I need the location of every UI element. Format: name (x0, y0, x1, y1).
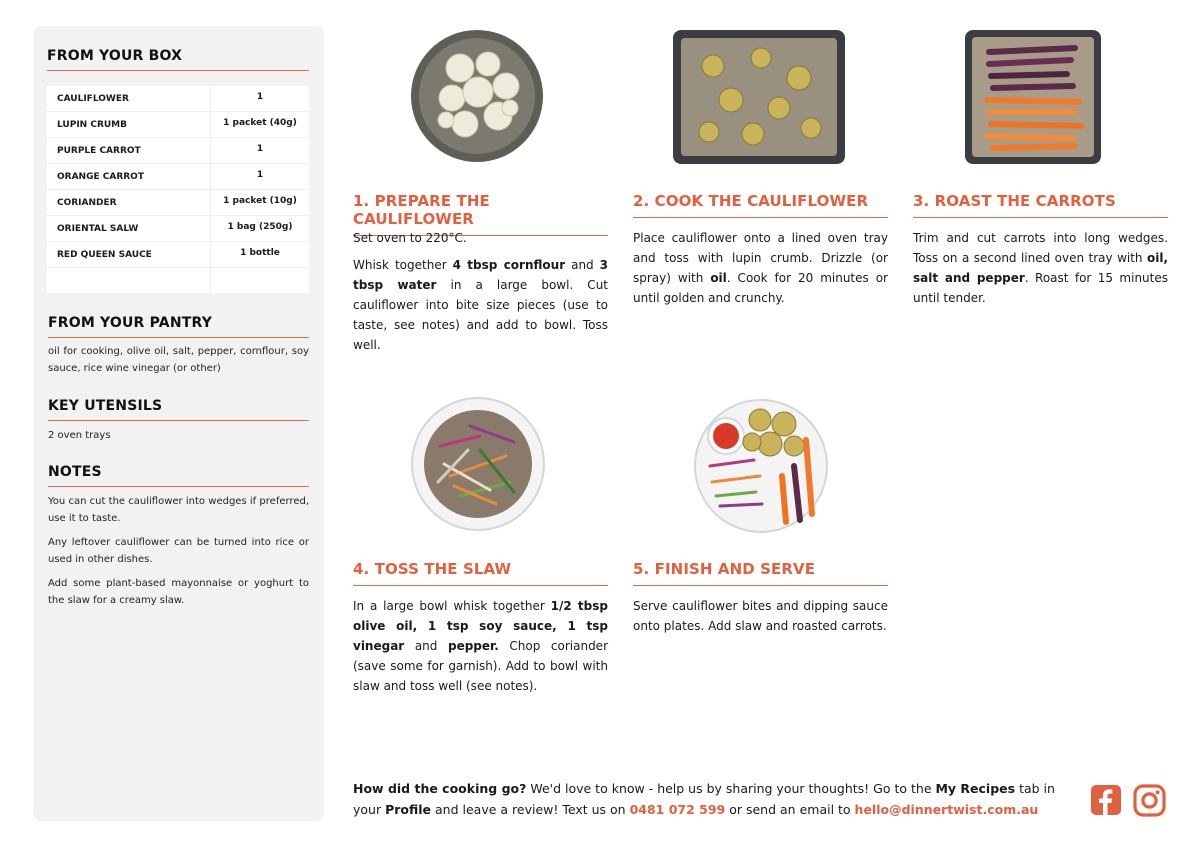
step-text (353, 596, 608, 696)
served-plate-image (690, 396, 832, 534)
oven-tray-carrots-image (963, 28, 1103, 166)
table-row (47, 216, 309, 242)
oven-tray-cauliflower-image (671, 28, 847, 166)
box-ingredients-table (47, 86, 309, 293)
cauliflower-bowl-image (410, 28, 544, 164)
text-run: Chop coriander (save some for garnish). Add to bowl with slaw and toss well (see notes). (353, 639, 608, 693)
text-run: and (565, 258, 600, 272)
pantry-text: oil for cooking, olive oil, salt, pepper, cornflour, soy sauce, rice wine vinegar (or other) (48, 346, 309, 374)
notes-list (48, 493, 309, 616)
ingredient-qty: 1 bag (250g) (227, 221, 293, 232)
pantry-title: FROM YOUR PANTRY (48, 315, 309, 338)
instagram-icon[interactable] (1133, 784, 1166, 817)
table-row (47, 86, 309, 112)
table-row (47, 112, 309, 138)
ingredient-name: ORIENTAL SALW (47, 216, 211, 241)
step-text: Serve cauliflower bites and dipping sauce onto plates. Add slaw and roasted carrots. (633, 599, 888, 633)
text-run: Whisk together (353, 258, 453, 272)
step-text (353, 255, 608, 355)
step-title: 1. PREPARE THE CAULIFLOWER (353, 192, 608, 236)
note-item: Add some plant-based mayonnaise or yoghurt to the slaw for a creamy slaw. (48, 578, 309, 606)
slaw-bowl-image (410, 396, 546, 532)
ingredient-name: LUPIN CRUMB (47, 112, 211, 137)
facebook-icon[interactable] (1090, 784, 1122, 816)
table-row-empty (47, 268, 309, 294)
note-item: Any leftover cauliflower can be turned into rice or used in other dishes. (48, 537, 309, 565)
box-title: FROM YOUR BOX (47, 48, 309, 71)
phone-link[interactable]: 0481 072 599 (629, 802, 726, 817)
step-5 (633, 396, 888, 656)
utensils-title: KEY UTENSILS (48, 398, 309, 421)
notes-title: NOTES (48, 464, 309, 487)
text-run: in a large bowl. Cut cauliflower into bite size pieces (use to taste, see notes) and add to bowl. Toss well. (353, 278, 608, 352)
text-run: . Cook for 20 minutes or until golden and crunchy. (633, 271, 888, 305)
text-run: . Roast for 15 minutes until tender. (913, 271, 1169, 305)
profile-link[interactable]: Profile (385, 802, 432, 817)
text-run: Trim and cut carrots into long wedges. Toss on a second lined oven tray with (913, 231, 1168, 265)
note-item: You can cut the cauliflower into wedges if preferred, use it to taste. (48, 496, 309, 524)
review-footer (353, 778, 1073, 820)
bold-run: oil (710, 271, 727, 285)
step-body (353, 596, 608, 703)
table-row (47, 190, 309, 216)
step-text (633, 228, 888, 308)
step-body (353, 228, 608, 362)
step-4 (353, 396, 608, 706)
table-row (47, 242, 309, 268)
footer-text: and leave a review! Text us on (431, 802, 630, 817)
ingredient-qty: 1 packet (10g) (223, 195, 297, 206)
step-2 (633, 28, 888, 328)
table-row (47, 138, 309, 164)
step-3 (913, 28, 1168, 328)
footer-text: tab in your (353, 781, 1055, 817)
step-body (913, 228, 1168, 315)
ingredient-name: CAULIFLOWER (47, 86, 211, 111)
ingredient-name: CORIANDER (47, 190, 211, 215)
footer-question: How did the cooking go? (353, 781, 527, 796)
utensils-text: 2 oven trays (48, 430, 111, 441)
footer-text: or send an email to (725, 802, 855, 817)
bold-run: 1/2 tbsp olive oil, 1 tsp soy sauce, 1 tsp vinegar (353, 599, 608, 653)
empty-cell (47, 268, 211, 294)
step-title: 5. FINISH AND SERVE (633, 560, 888, 586)
my-recipes-link[interactable]: My Recipes (935, 781, 1016, 796)
ingredient-qty: 1 (256, 143, 264, 154)
bold-run: 4 tbsp cornflour (452, 258, 566, 272)
ingredient-name: PURPLE CARROT (47, 138, 211, 163)
footer-text: We'd love to know - help us by sharing your thoughts! Go to the (526, 781, 936, 796)
step-title: 2. COOK THE CAULIFLOWER (633, 192, 888, 218)
ingredient-qty: 1 (256, 91, 264, 102)
step-body (633, 596, 888, 643)
step-text: Set oven to 220°C. (353, 231, 467, 245)
ingredient-name: ORANGE CARROT (47, 164, 211, 189)
step-title: 3. ROAST THE CARROTS (913, 192, 1168, 218)
text-run: and (404, 639, 448, 653)
ingredient-qty: 1 (256, 169, 264, 180)
sidebar (33, 26, 324, 821)
step-text (913, 228, 1168, 308)
ingredient-qty: 1 packet (40g) (223, 117, 297, 128)
text-run: Place cauliflower onto a lined oven tray and toss with lupin crumb. Drizzle (or spray) with (633, 231, 888, 285)
step-body (633, 228, 888, 315)
bold-run: oil, salt and pepper (913, 251, 1168, 285)
table-row (47, 164, 309, 190)
step-1 (353, 28, 608, 368)
ingredient-qty: 1 bottle (240, 247, 280, 258)
bold-run: pepper. (447, 639, 499, 653)
step-title: 4. TOSS THE SLAW (353, 560, 608, 586)
email-link[interactable]: hello@dinnertwist.com.au (854, 802, 1039, 817)
text-run: In a large bowl whisk together (353, 599, 551, 613)
bold-run: 3 tbsp water (353, 258, 608, 292)
ingredient-name: RED QUEEN SAUCE (47, 242, 211, 267)
